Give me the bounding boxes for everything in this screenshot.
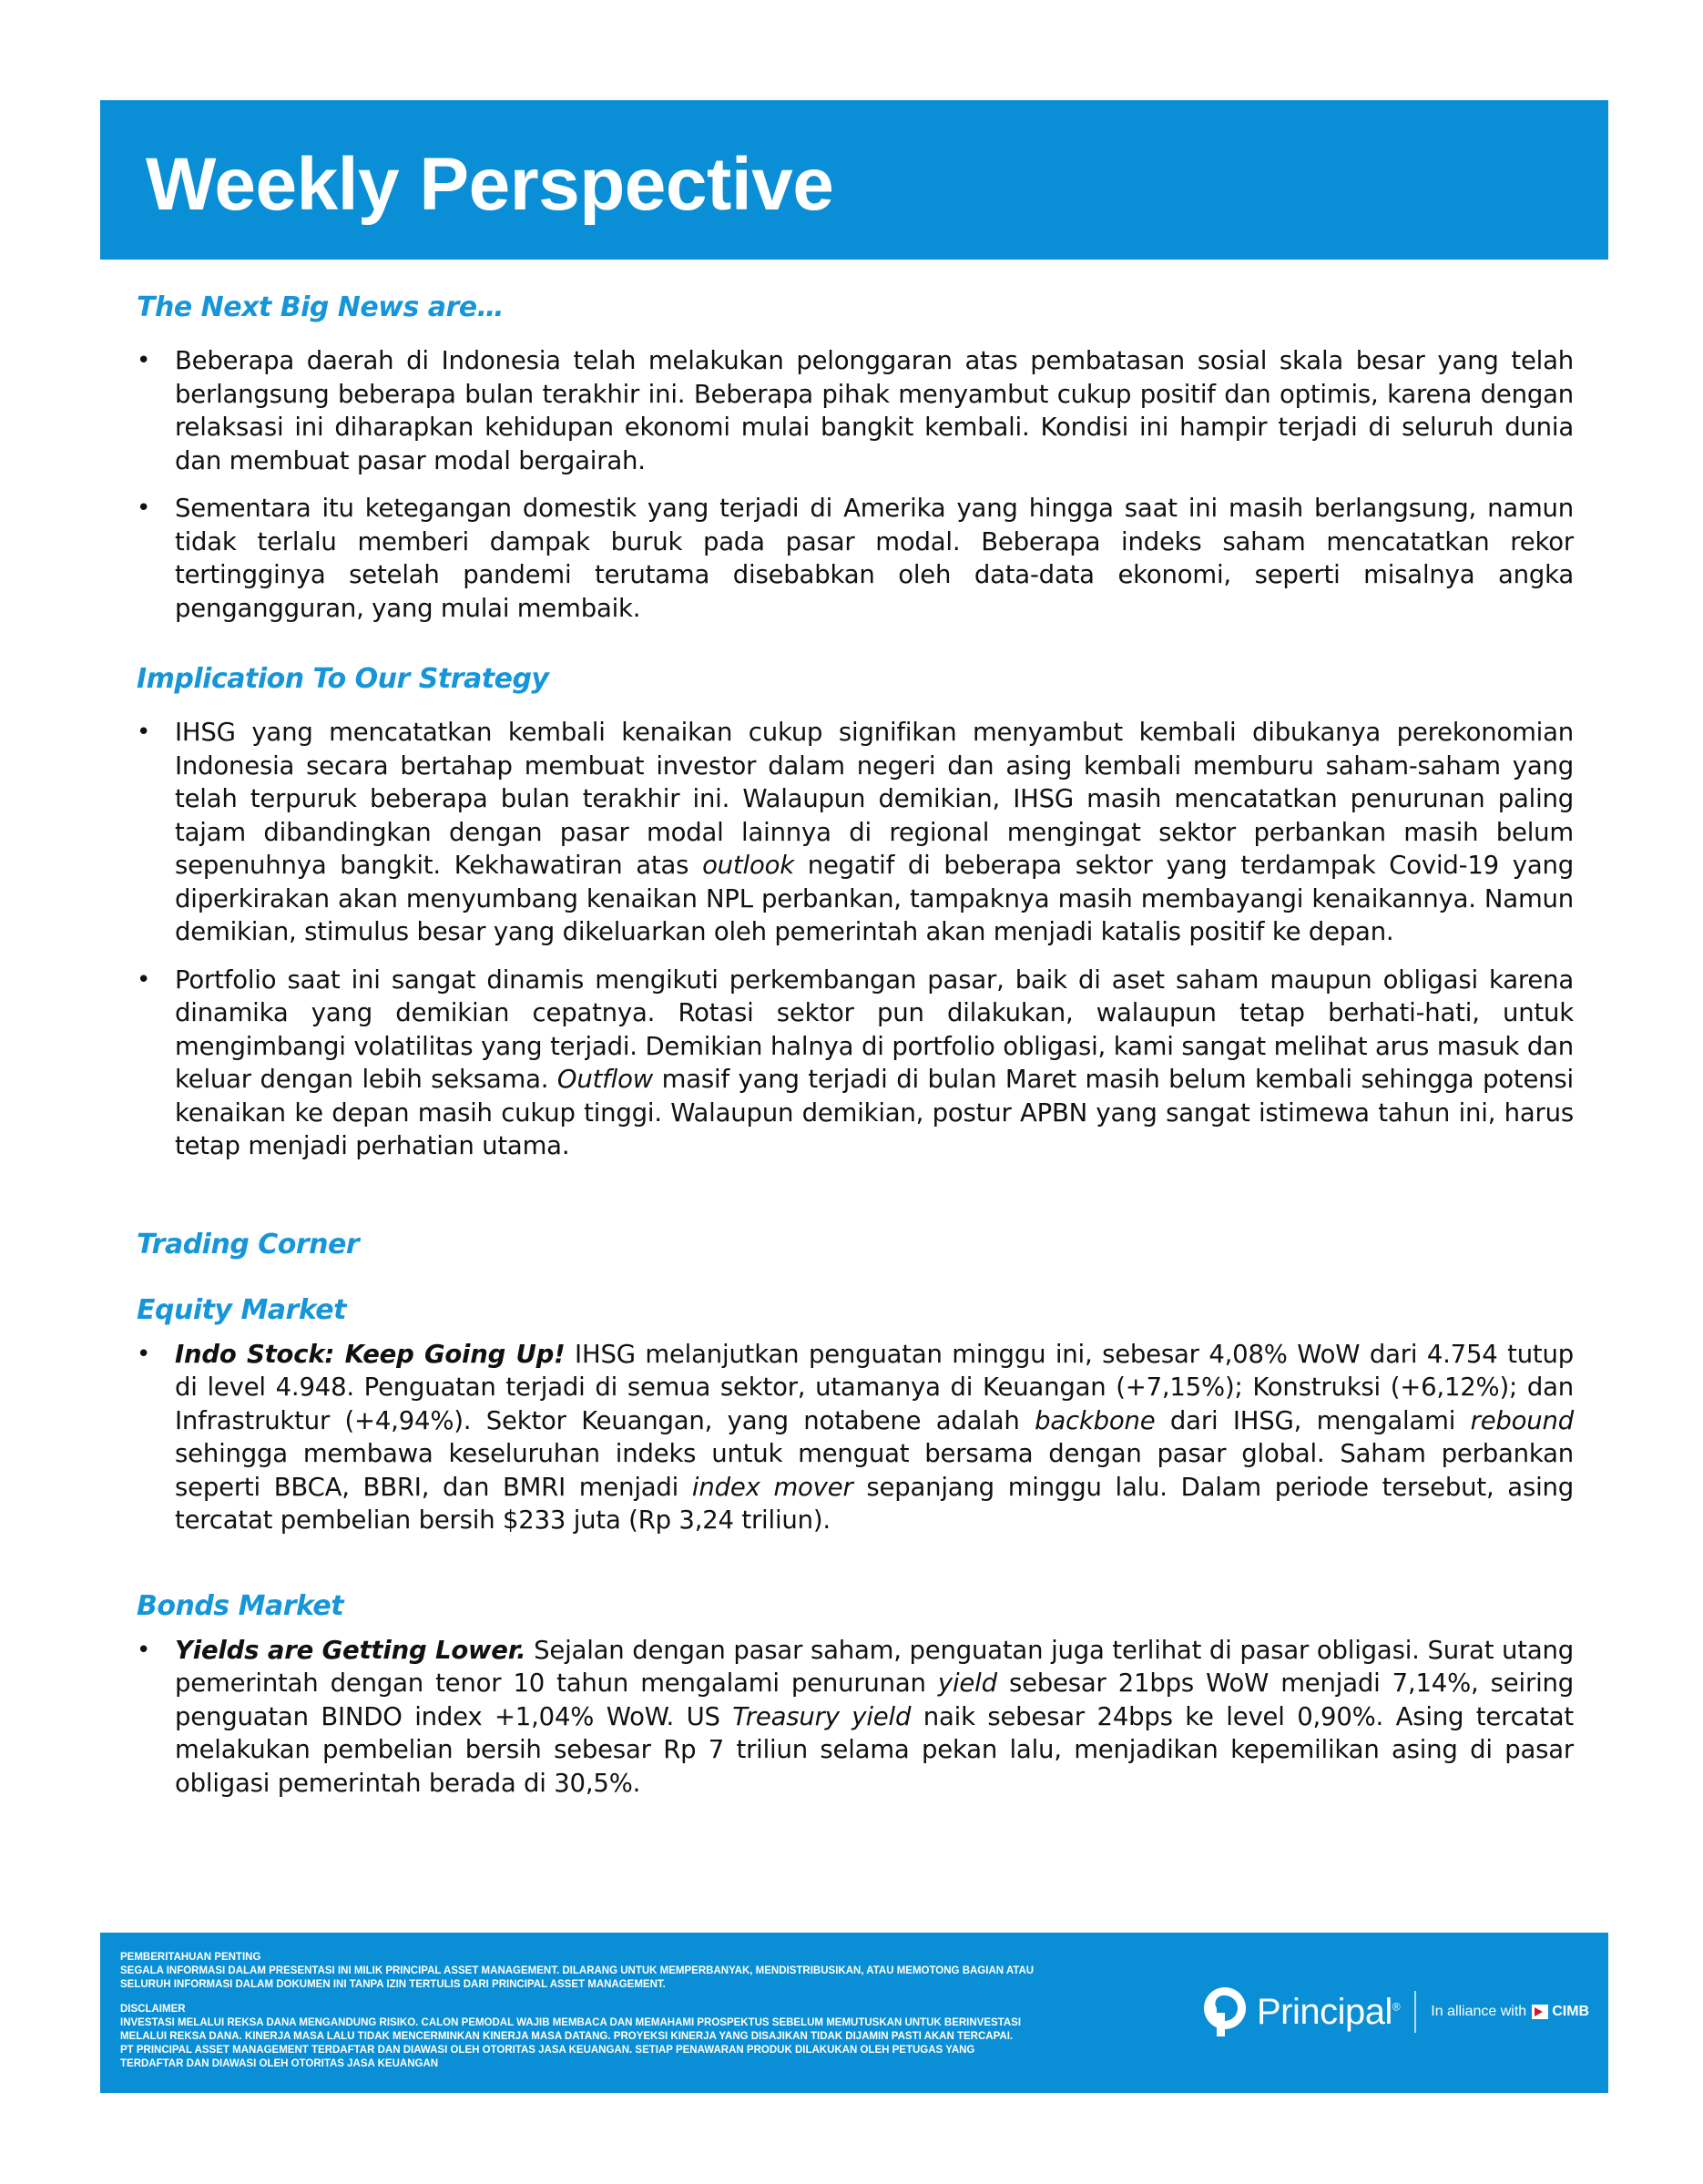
principal-logo-icon	[1202, 1985, 1248, 2038]
bullet-icon: •	[137, 495, 151, 522]
bullet-icon: •	[137, 347, 151, 374]
alliance-label: In alliance with CIMB	[1431, 2004, 1590, 2019]
bullet-icon: •	[137, 719, 151, 746]
page-title: Weekly Perspective	[146, 143, 834, 226]
principal-logo	[1202, 1980, 1594, 2044]
bonds-list	[137, 1634, 1574, 1801]
notice-title: PEMBERITAHUAN PENTING	[120, 1952, 261, 1963]
next-big-news-list	[137, 344, 1574, 625]
equity-lead: Indo Stock: Keep Going Up!	[175, 1339, 566, 1369]
list-item: • IHSG yang mencatatkan kembali kenaikan cukup signifikan menyambut kembali dibukanya perekonomian Indonesia secara bertahap membuat investor dalam negeri dan asing kembali memburu saham-saham yang telah terpuruk beberapa bulan terakhir ini. Walaupun demikian, IHSG masih mencatatkan penurunan paling tajam dibandingkan dengan pasar modal lainnya di regional mengingat sektor perbankan masih belum sepenuhnya bangkit. Kekhawatiran atas outlook negatif di beberapa sektor yang terdampak Covid-19 yang diperkirakan akan menyumbang kenaikan NPL perbankan, tampaknya masih membayangi kenaikannya. Namun demikian, stimulus besar yang dikeluarkan oleh pemerintah akan menjadi katalis positif ke depan.	[137, 718, 1574, 946]
heading-implication: Implication To Our Strategy	[137, 663, 549, 695]
disclaimer-title: DISCLAIMER	[120, 2004, 186, 2015]
logo-divider	[1414, 1991, 1416, 2033]
bullet-icon: •	[137, 1636, 151, 1664]
equity-list	[137, 1338, 1574, 1537]
footer-disclaimer: PEMBERITAHUAN PENTING SEGALA INFORMASI DALAM PRESENTASI INI MILIK PRINCIPAL ASSET MANAGEMENT. DILARANG UNTUK MEMPERBANYAK, MENDISTRIBUSIKAN, ATAU MEMOTONG BAGIAN ATAU SELURUH INFORMASI DALAM DOKUMEN INI TANPA IZIN TERTULIS DARI PRINCIPAL ASSET MANAGEMENT. DISCLAIMER INVESTASI MELALUI REKSA DANA MENGANDUNG RISIKO. CALON PEMODAL WAJIB MEMBACA DAN MEMAHAMI PROSPEKTUS SEBELUM MEMUTUSKAN UNTUK BERINVESTASI MELALUI REKSA DANA. KINERJA MASA LALU TIDAK MENCERMINKAN KINERJA MASA DATANG. PROYEKSI KINERJA YANG DISAJIKAN TIDAK DIJAMIN PASTI AKAN TERCAPAI. PT PRINCIPAL ASSET MANAGEMENT TERDAFTAR DAN DIAWASI OLEH OTORITAS JASA KEUANGAN. SETIAP PENAWARAN PRODUK DILAKUKAN OLEH PETUGAS YANG TERDAFTAR DAN DIAWASI OLEH OTORITAS JASA KEUANGAN	[120, 1951, 1213, 2071]
header-banner	[100, 100, 1608, 260]
main-content	[137, 291, 1574, 1800]
cimb-logo: CIMB	[1532, 2004, 1589, 2020]
heading-bonds-market: Bonds Market	[137, 1589, 344, 1622]
list-item: • Beberapa daerah di Indonesia telah melakukan pelonggaran atas pembatasan sosial skala besar yang telah berlangsung beberapa bulan terakhir ini. Beberapa pihak menyambut cukup positif dan optimis, karena dengan relaksasi ini diharapkan kehidupan ekonomi mulai bangkit kembali. Kondisi ini hampir terjadi di seluruh dunia dan membuat pasar modal bergairah.	[137, 346, 1574, 475]
footer-banner	[100, 1933, 1608, 2093]
list-item: • Yields are Getting Lower. Sejalan dengan pasar saham, penguatan juga terlihat di pasar obligasi. Surat utang pemerintah dengan tenor 10 tahun mengalami penurunan yield sebesar 21bps WoW menjadi 7,14%, seiring penguatan BINDO index +1,04% WoW. US Treasury yield naik sebesar 24bps ke level 0,90%. Asing tercatat melakukan pembelian bersih sebesar Rp 7 triliun selama pekan lalu, menjadikan kepemilikan asing di pasar obligasi pemerintah berada di 30,5%.	[137, 1635, 1574, 1798]
list-item: • Indo Stock: Keep Going Up! IHSG melanjutkan penguatan minggu ini, sebesar 4,08% WoW dari 4.754 tutup di level 4.948. Penguatan terjadi di semua sektor, utamanya di Keuangan (+7,15%); Konstruksi (+6,12%); dan Infrastruktur (+4,94%). Sektor Keuangan, yang notabene adalah backbone dari IHSG, mengalami rebound sehingga membawa keseluruhan indeks untuk menguat bersama dengan pasar global. Saham perbankan seperti BBCA, BBRI, dan BMRI menjadi index mover sepanjang minggu lalu. Dalam periode tersebut, asing tercatat pembelian bersih $233 juta (Rp 3,24 triliun).	[137, 1339, 1575, 1535]
list-item: • Sementara itu ketegangan domestik yang terjadi di Amerika yang hingga saat ini masih berlangsung, namun tidak terlalu memberi dampak buruk pada pasar modal. Beberapa indeks saham mencatatkan rekor tertingginya setelah pandemi terutama disebabkan oleh data-data ekonomi, seperti misalnya angka pengangguran, yang mulai membaik.	[137, 494, 1574, 623]
heading-next-big-news: The Next Big News are…	[137, 291, 505, 323]
list-item: • Portfolio saat ini sangat dinamis mengikuti perkembangan pasar, baik di aset saham maupun obligasi karena dinamika yang demikian cepatnya. Rotasi sektor pun dilakukan, walaupun tetap berhati-hati, untuk mengimbangi volatilitas yang terjadi. Demikian halnya di portfolio obligasi, kami sangat melihat arus masuk dan keluar dengan lebih seksama. Outflow masif yang terjadi di bulan Maret masih belum kembali sehingga potensi kenaikan ke depan masih cukup tinggi. Walaupun demikian, postur APBN yang sangat istimewa tahun ini, harus tetap menjadi perhatian utama.	[137, 964, 1574, 1160]
bullet-icon: •	[137, 965, 151, 994]
implication-list	[137, 716, 1574, 1163]
cimb-icon	[1532, 2005, 1548, 2019]
principal-wordmark: Principal®	[1257, 1991, 1401, 2032]
heading-trading-corner: Trading Corner	[137, 1228, 360, 1260]
bullet-icon: •	[137, 1340, 151, 1368]
heading-equity-market: Equity Market	[137, 1293, 346, 1326]
bonds-lead: Yields are Getting Lower.	[175, 1635, 526, 1665]
